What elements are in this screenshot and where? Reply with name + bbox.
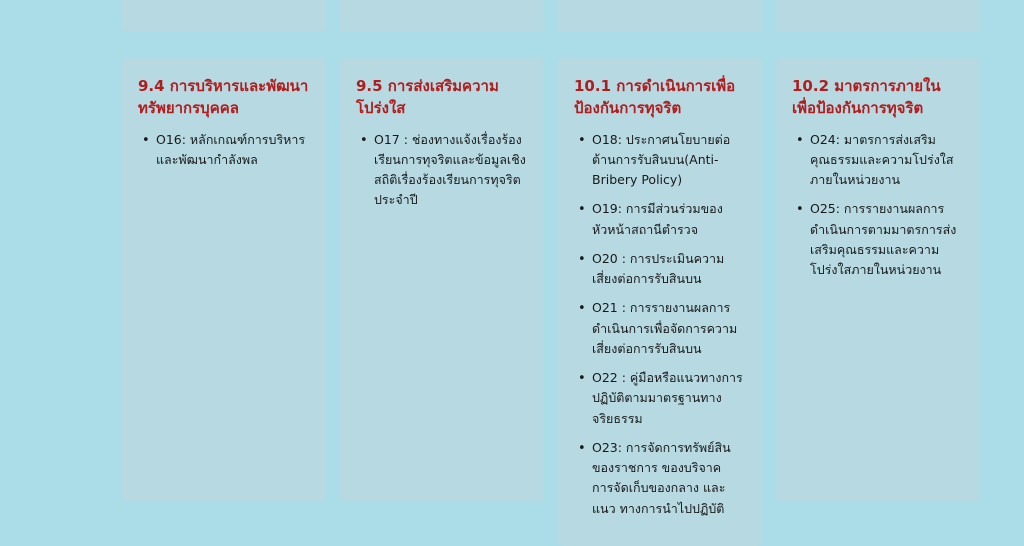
card-9-5-title: 9.5 การส่งเสริมความโปร่งใส xyxy=(356,77,499,117)
list-item[interactable]: • O18: ประกาศนโยบายต่อต้านการรับสินบน(Anti-Bribery Policy) xyxy=(590,130,746,191)
card-10-2-title: 10.2 มาตรการภายในเพื่อป้องกันการทุจริต xyxy=(792,77,941,117)
card-10-2[interactable] xyxy=(776,58,980,501)
list-item[interactable]: • O17 : ช่องทางแจ้งเรื่องร้องเรียนการทุจริตและข้อมูลเชิงสถิติเรื่องร้องเรียนการทุจริตประจำปี xyxy=(372,130,528,211)
card-9-4[interactable] xyxy=(122,58,326,501)
list-item[interactable]: • O20 : การประเมินความเสี่ยงต่อการรับสินบน xyxy=(590,249,746,290)
card-10-2-list xyxy=(792,130,964,281)
card-top-2[interactable] xyxy=(340,0,544,32)
top-card-row xyxy=(122,0,902,32)
card-9-4-title: 9.4 การบริหารและพัฒนาทรัพยากรบุคคล xyxy=(138,77,309,117)
list-item[interactable]: • O23: การจัดการทรัพย์สินของราชการ ของบริจาค การจัดเก็บของกลาง และแนว ทางการนำไปปฏิบัติ xyxy=(590,438,746,519)
list-item[interactable]: • O19: การมีส่วนร่วมของหัวหน้าสถานีตำรวจ xyxy=(590,199,746,240)
list-item[interactable]: • O21 : การรายงานผลการดำเนินการเพื่อจัดการความเสี่ยงต่อการรับสินบน xyxy=(590,298,746,359)
list-item[interactable]: • O22 : คู่มือหรือแนวทางการปฏิบัติตามมาตรฐานทางจริยธรรม xyxy=(590,368,746,429)
list-item[interactable]: • O16: หลักเกณฑ์การบริหารและพัฒนากำลังพล xyxy=(154,130,310,171)
card-9-5-list xyxy=(356,130,528,211)
card-10-1-title: 10.1 การดำเนินการเพื่อป้องกันการทุจริต xyxy=(574,77,736,117)
card-9-5[interactable] xyxy=(340,58,544,501)
list-item[interactable]: • O25: การรายงานผลการดำเนินการตามมาตรการส่งเสริมคุณธรรมและความโปร่งใสภายในหน่วยงาน xyxy=(808,199,964,280)
list-item[interactable]: • O24: มาตรการส่งเสริมคุณธรรมและความโปร่งใสภายในหน่วยงาน xyxy=(808,130,964,191)
card-10-1[interactable] xyxy=(558,58,762,546)
card-10-1-list xyxy=(574,130,746,519)
main-card-row xyxy=(122,58,957,546)
card-top-4[interactable] xyxy=(776,0,980,32)
card-top-3[interactable] xyxy=(558,0,762,32)
card-top-1[interactable] xyxy=(122,0,326,32)
card-9-4-list xyxy=(138,130,310,171)
